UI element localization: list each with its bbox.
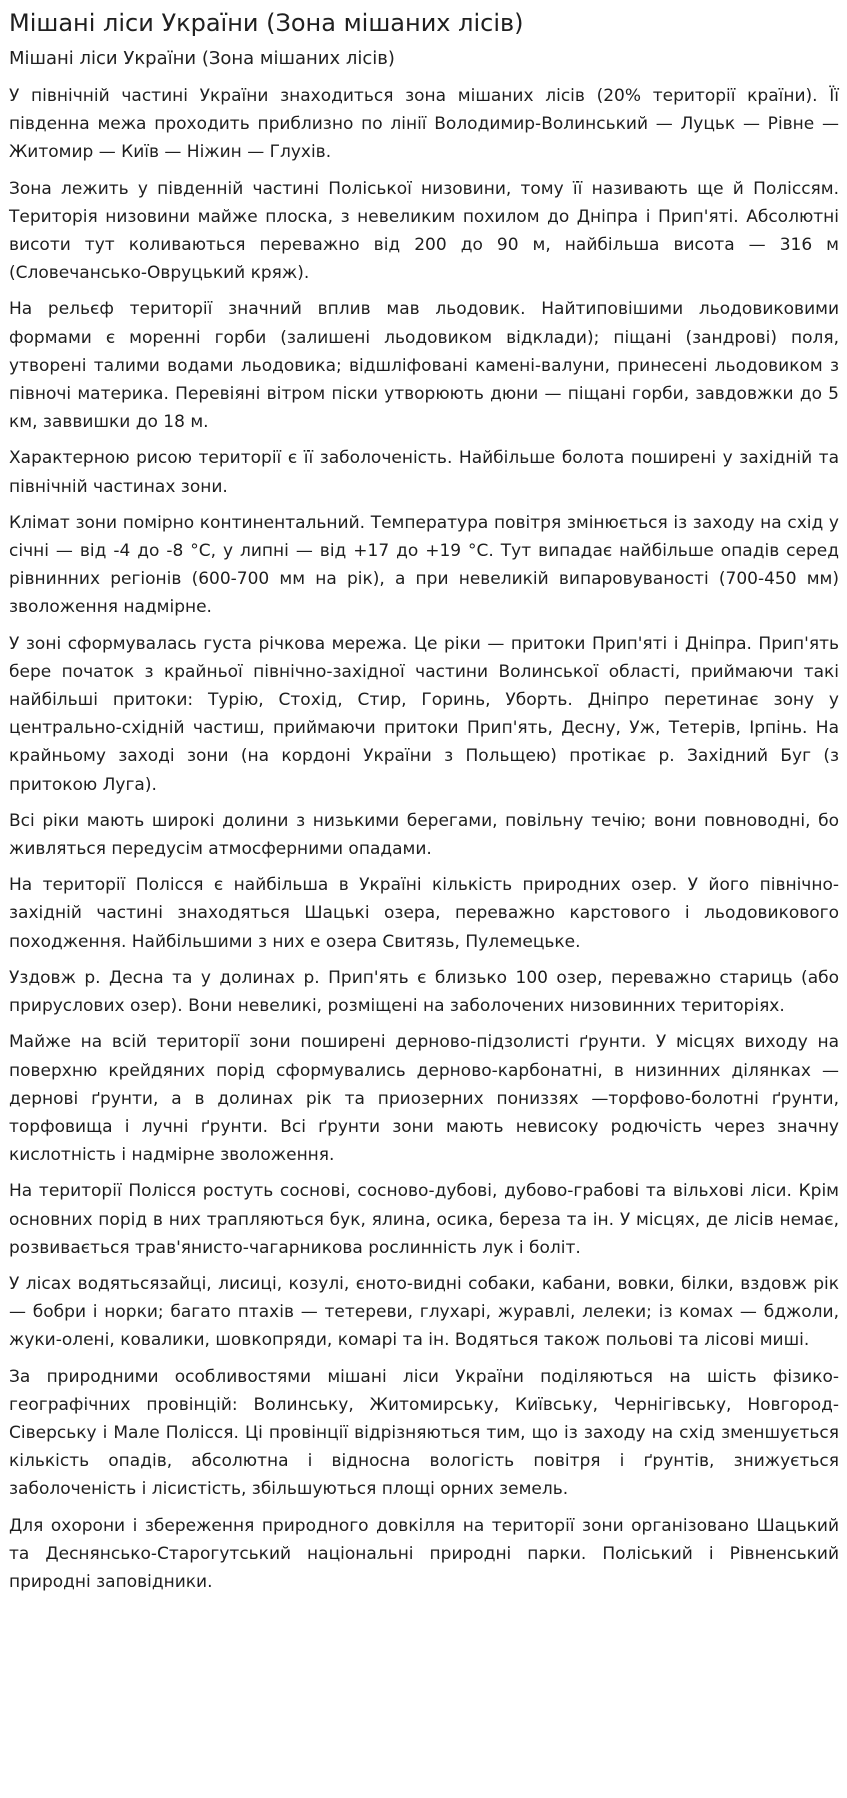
paragraph-soils: Майже на всій території зони поширені дерново-підзолисті ґрунти. У місцях виходу на поверхню крейдяних порід сформувались дерново-карбонатні, в низинних ділянках — дернові ґрунти, а в долинах рік та приозерних пониззях —торфово-болотні ґрунти, торфовища і лучні ґрунти. Всі ґрунти зони мають невисоку родючість через значну кислотність і надмірне зволоження.: [9, 1032, 839, 1166]
paragraph-river-valleys: Всі ріки мають широкі долини з низькими берегами, повільну течію; вони повноводні, бо живляться передусім атмосферними опадами.: [9, 810, 839, 860]
paragraph-polissia-lowland: Зона лежить у південній частині Поліської низовини, тому її називають ще й Поліссям. Територія низовини майже плоска, з невеликим похилом до Дніпра і Прип'яті. Абсолютні висоти тут коливаються переважно від 200 до 90 м, найбільша висота — 316 м (Словечансько-Овруцький кряж).: [9, 178, 839, 284]
paragraph-fauna: У лісах водятьсязайці, лисиці, козулі, єното-видні собаки, кабани, вовки, білки, вздовж рік — бобри і норки; багато птахів — тетереви, глухарі, журавлі, лелеки; із комах — бджоли, жуки-олені, ковалики, шовкопряди, комарі та ін. Водяться також польові та лісові миші.: [9, 1273, 839, 1351]
paragraph-forests: На території Полісся ростуть соснові, сосново-дубові, дубово-грабові та вільхові ліси. Крім основних порід в них трапляються бук, ялина, осика, береза та ін. У місцях, де лісів немає, розвивається трав'янисто-чагарникова рослинність лук і боліт.: [9, 1181, 839, 1258]
paragraph-rivers: У зоні сформувалась густа річкова мережа. Це ріки — притоки Прип'яті і Дніпра. Прип'ять бере початок з крайньої північно-західної частини Волинської області, приймаючи такі найбільші притоки: Турію, Стохід, Стир, Горинь, Уборть. Дніпро перетинає зону у центрально-східній частиш, приймаючи притоки Прип'ять, Десну, Уж, Тетерів, Ірпінь. На крайньому заході зони (на кордоні України з Польщею) протікає р. Західний Буг (з притокою Луга).: [9, 633, 839, 795]
paragraph-swamps: Характерною рисою території є її заболоченість. Найбільше болота поширені у західній та північній частинах зони.: [9, 448, 839, 497]
paragraph-provinces: За природними особливостями мішані ліси України поділяються на шість фізико-географічних провінцій: Волинську, Житомирську, Київську, Чернігівську, Новгород-Сіверську і Мале Полісся. Ці провінції відрізняються тим, що із заходу на схід зменшується кількість опадів, абсолютна і відносна вологість повітря і ґрунтів, знижується заболоченість і лісистість, збільшуються площі орних земель.: [9, 1366, 839, 1500]
paragraph-lakes: На території Полісся є найбільша в Україні кількість природних озер. У його північно-західній частині знаходяться Шацькі озера, переважно карстового і льодовикового походження. Найбільшими з них е озера Свитязь, Пулемецьке.: [9, 875, 839, 952]
page-subtitle: Мішані ліси України (Зона мішаних лісів): [9, 48, 395, 69]
paragraph-location: У північній частині України знаходиться зона мішаних лісів (20% території країни). Її південна межа проходить приблизно по лінії Володимир-Волинський — Луцьк — Рівне — Житомир — Київ — Ніжин — Глухів.: [9, 86, 839, 163]
page-title: Мішані ліси України (Зона мішаних лісів): [9, 9, 524, 37]
article-body: [9, 82, 839, 1596]
paragraph-protected-areas: Для охорони і збереження природного довкілля на території зони організовано Шацький та Деснянсько-Старогутський національні природні парки. Поліський і Рівненський природні заповідники.: [9, 1515, 839, 1592]
paragraph-climate: Клімат зони помірно континентальний. Температура повітря змінюється із заходу на схід у січні — від -4 до -8 °С, у липні — від +17 до +19 °С. Тут випадає найбільше опадів серед рівнинних регіонів (600-700 мм на рік), а при невеликій випаровуваності (700-450 мм) зволоження надмірне.: [9, 512, 839, 618]
paragraph-oxbow-lakes: Уздовж р. Десна та у долинах р. Прип'ять є близько 100 озер, переважно стариць (або прируслових озер). Вони невеликі, розміщені на заболочених низовинних територіях.: [9, 967, 839, 1017]
paragraph-relief: На рельєф території значний вплив мав льодовик. Найтиповішими льодовиковими формами є моренні горби (залишені льодовиком відклади); піщані (зандрові) поля, утворені талими водами льодовика; відшліфовані камені-валуни, принесені льодовиком з півночі материка. Перевіяні вітром піски утворюють дюни — піщані горби, завдовжки до 5 км, заввишки до 18 м.: [9, 299, 839, 433]
